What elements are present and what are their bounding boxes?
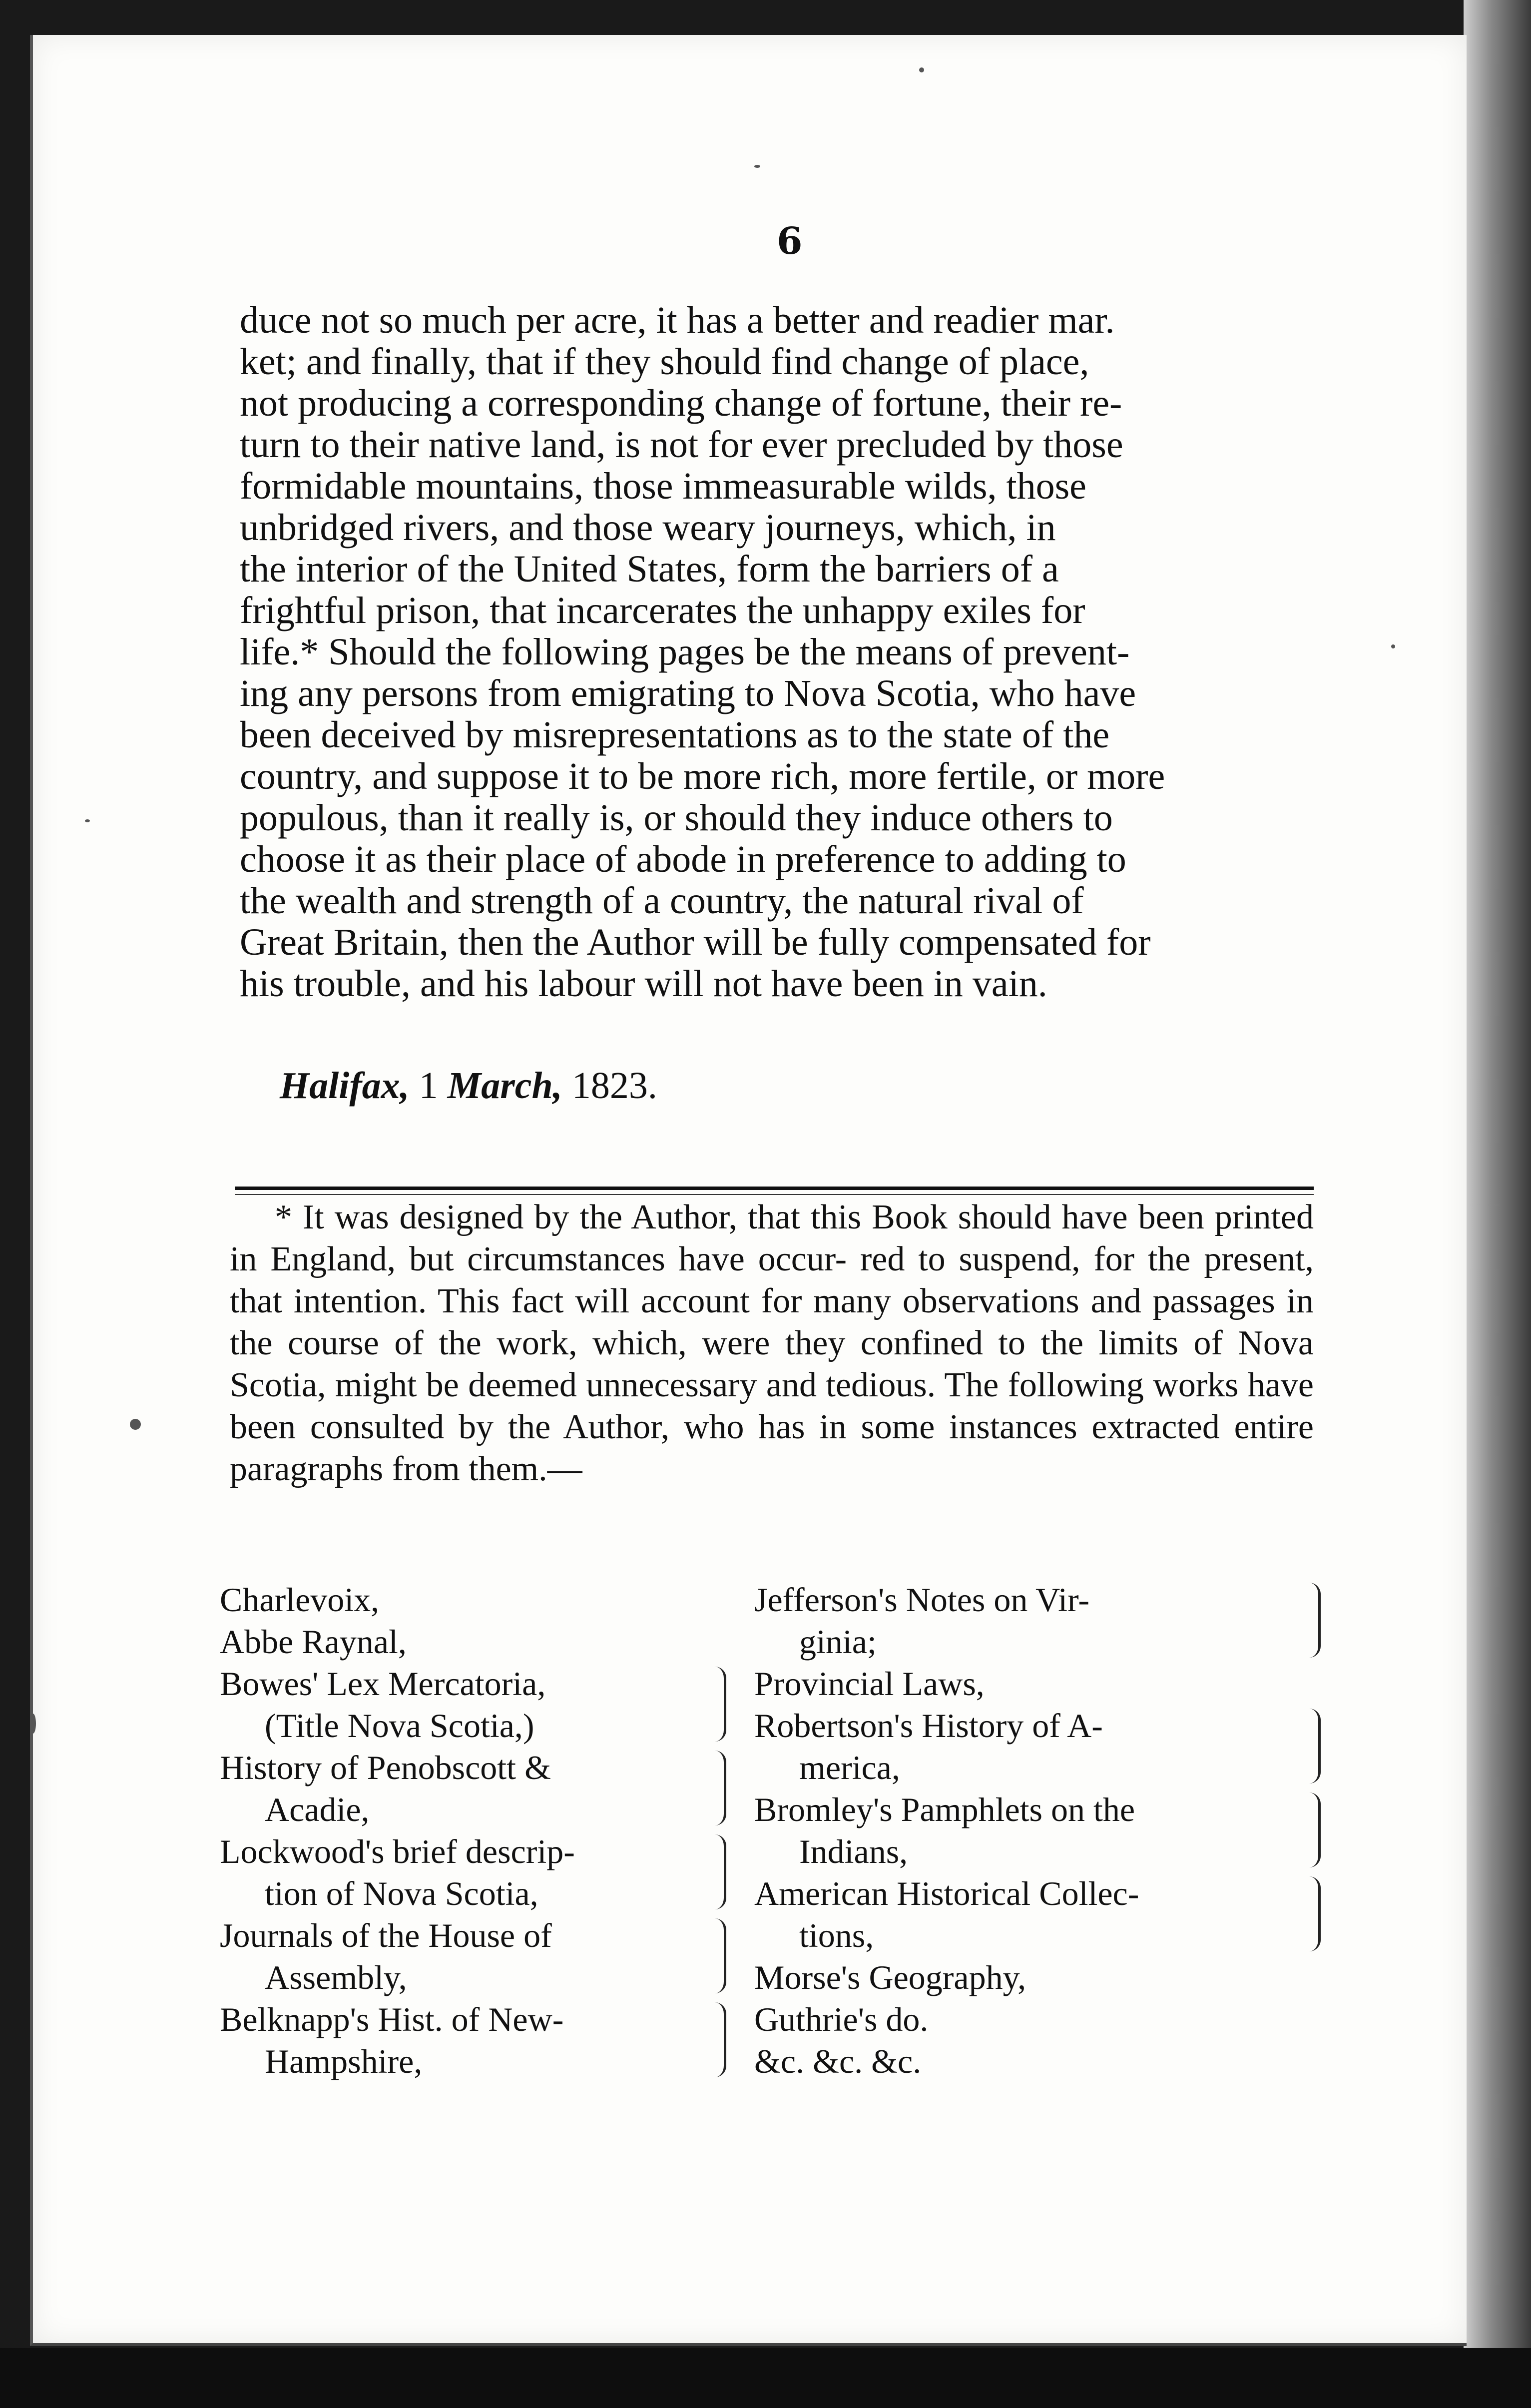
body-line: his trouble, and his labour will not have been in vain. — [240, 963, 1047, 1005]
page-number: 6 — [777, 220, 803, 263]
reference-item — [220, 1830, 719, 1914]
reference-continuation: Indians, — [799, 1832, 908, 1870]
body-line: life.* Should the following pages be the means of prevent- — [240, 631, 1130, 673]
scan-speck — [919, 67, 924, 72]
body-line: frightful prison, that incarcerates the unhappy exiles for — [240, 590, 1085, 631]
signoff-day: 1 — [419, 1065, 438, 1107]
footnote-line: Scotia, might be deemed unnecessary and tedious. The — [230, 1366, 1008, 1404]
body-line: the interior of the United States, form the barriers of a — [240, 548, 1059, 590]
body-line: ing any persons from emigrating to Nova Scotia, who have — [240, 672, 1136, 714]
body-line: the wealth and strength of a country, the natural rival of — [240, 880, 1084, 922]
reference-title: Robertson's History of A- — [754, 1707, 1103, 1745]
footnote-line: has in some instances extracted entire paragraphs from — [230, 1408, 1314, 1488]
body-line: formidable mountains, those immeasurable wilds, those — [240, 465, 1086, 507]
reference-continuation: merica, — [799, 1749, 900, 1787]
reference-column-right — [754, 1579, 1314, 2082]
body-paragraph — [240, 300, 1319, 1005]
signoff-year: 1823. — [571, 1065, 657, 1107]
reference-continuation: tions, — [799, 1916, 874, 1954]
body-line: unbridged rivers, and those weary journeys, which, in — [240, 507, 1056, 549]
reference-item — [220, 1579, 719, 1621]
body-line: country, and suppose it to be more rich, more fertile, or more — [240, 755, 1165, 797]
reference-item — [220, 1998, 719, 2082]
body-line: turn to their native land, is not for ever precluded by those — [240, 424, 1123, 466]
reference-item — [754, 1872, 1314, 1956]
footnote — [230, 1197, 1314, 1490]
reference-item — [220, 1621, 719, 1663]
footnote-divider-thin — [235, 1194, 1314, 1195]
reference-item — [220, 1663, 719, 1747]
reference-title: Morse's Geography, — [754, 1958, 1026, 1996]
reference-item — [754, 1956, 1314, 1998]
reference-item — [754, 1789, 1314, 1872]
footnote-line: them.— — [469, 1450, 582, 1488]
body-line: duce not so much per acre, it has a better and readier mar. — [240, 299, 1115, 341]
body-line: Great Britain, then the Author will be fully compensated for — [240, 921, 1151, 963]
body-line: been deceived by misrepresentations as to the state of the — [240, 714, 1110, 756]
reference-title: Lockwood's brief descrip- — [220, 1832, 575, 1870]
reference-continuation: tion of Nova Scotia, — [265, 1874, 538, 1912]
body-line: not producing a corresponding change of fortune, their re- — [240, 382, 1122, 424]
reference-item — [754, 1663, 1314, 1705]
reference-continuation: Acadie, — [265, 1791, 370, 1828]
scan-speck — [30, 1714, 36, 1734]
footnote-line: * It was designed by the Author, that this Book should — [275, 1198, 1062, 1236]
reference-column-left — [220, 1579, 719, 2082]
reference-title: Bromley's Pamphlets on the — [754, 1791, 1135, 1828]
reference-item — [754, 1705, 1314, 1789]
footnote-line: the work, which, were they confined to the limits of Nova — [439, 1324, 1314, 1362]
signoff — [280, 1064, 657, 1108]
scan-speck — [130, 1419, 141, 1430]
footnote-line: following works have been consulted by the Author, who — [230, 1366, 1314, 1446]
reference-title: Bowes' Lex Mercatoria, — [220, 1665, 546, 1703]
footnote-line: red to suspend, for the present, that intention. This fact will — [230, 1240, 1314, 1320]
reference-title: Jefferson's Notes on Vir- — [754, 1581, 1089, 1619]
footnote-line: account for many observations and passages in the course of — [230, 1282, 1314, 1362]
scan-speck — [1391, 644, 1395, 648]
reference-continuation: Assembly, — [265, 1958, 407, 1996]
scan-speck — [85, 819, 90, 822]
reference-item — [754, 2040, 1314, 2082]
signoff-place: Halifax, — [280, 1065, 410, 1107]
scan-speck — [754, 165, 760, 168]
reference-title: Provincial Laws, — [754, 1665, 985, 1703]
reference-title: Abbe Raynal, — [220, 1623, 407, 1661]
reference-continuation: ginia; — [799, 1623, 877, 1661]
footnote-line: have been printed in England, but circumstances have occur- — [230, 1198, 1314, 1278]
reference-title: Belknapp's Hist. of New- — [220, 2000, 564, 2038]
reference-item — [220, 1747, 719, 1830]
reference-title: American Historical Collec- — [754, 1874, 1139, 1912]
reference-title: &c. &c. &c. — [754, 2042, 922, 2080]
reference-item — [754, 1579, 1314, 1663]
reference-continuation: Hampshire, — [265, 2042, 423, 2080]
page-bottom-shadow — [0, 2348, 1531, 2408]
footnote-divider — [235, 1187, 1314, 1190]
page-edge-shadow — [1464, 0, 1531, 2408]
reference-continuation: (Title Nova Scotia,) — [265, 1707, 534, 1745]
reference-title: Journals of the House of — [220, 1916, 552, 1954]
reference-item — [754, 1998, 1314, 2040]
body-line: populous, than it really is, or should they induce others to — [240, 797, 1113, 839]
body-line: ket; and finally, that if they should find change of place, — [240, 341, 1089, 383]
reference-title: Guthrie's do. — [754, 2000, 929, 2038]
body-line: choose it as their place of abode in preference to adding to — [240, 838, 1126, 880]
reference-title: History of Penobscott & — [220, 1749, 551, 1787]
reference-title: Charlevoix, — [220, 1581, 380, 1619]
reference-item — [220, 1914, 719, 1998]
signoff-month: March, — [447, 1065, 562, 1107]
